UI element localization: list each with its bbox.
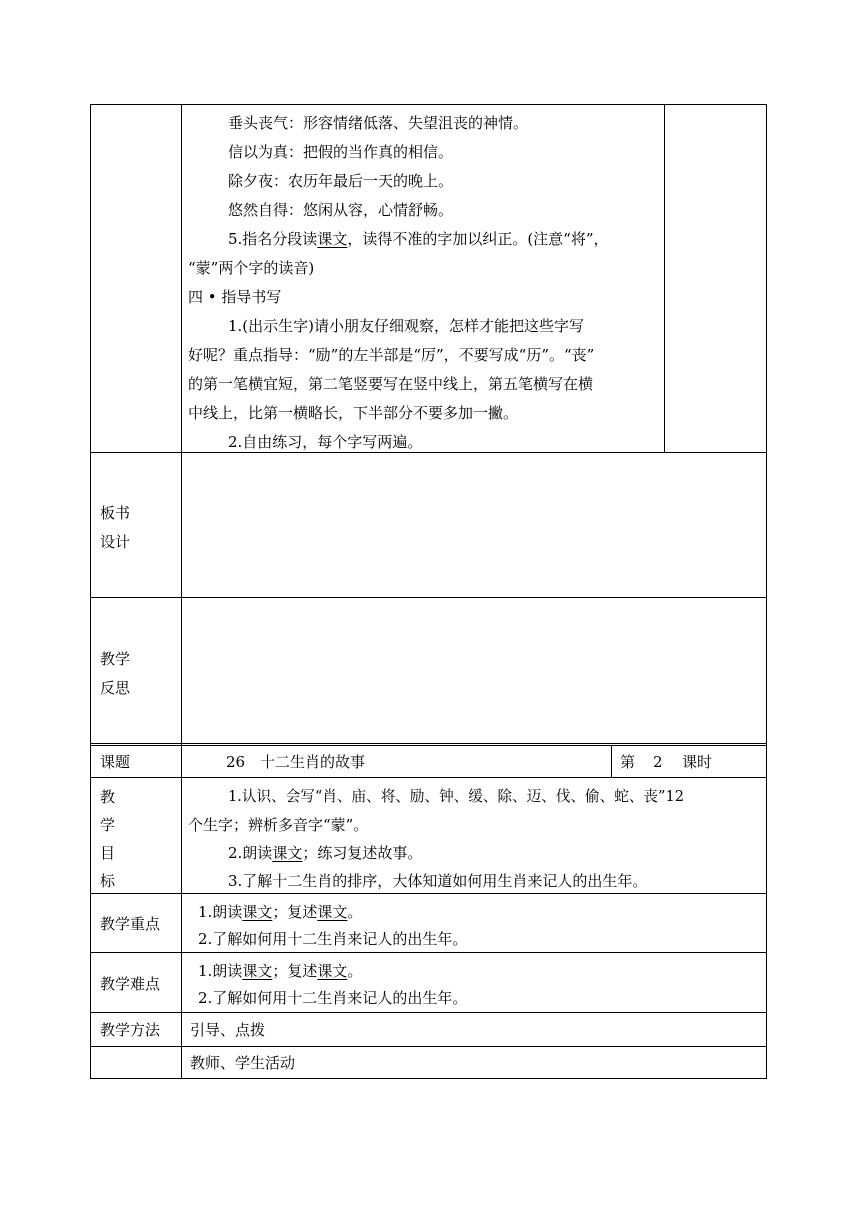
difficulties-label: 教学难点 <box>100 975 161 993</box>
table-border-left <box>90 104 91 746</box>
row-divider <box>90 777 767 778</box>
underlined-text: 课文 <box>317 903 348 921</box>
writing-guide-line: 的第一笔横宜短，第二笔竖要写在竖中线上，第五笔横写在横 <box>188 375 594 393</box>
underlined-text: 课文 <box>317 962 348 980</box>
vocab-line: 垂头丧气：形容情绪低落、失望沮丧的神情。 <box>228 114 529 132</box>
text-run: 1.朗读 <box>198 903 243 921</box>
practice-line: 2.自由练习，每个字写两遍。 <box>228 433 423 451</box>
item-5-line-1 <box>228 229 609 249</box>
reflection-label: 反思 <box>100 679 131 697</box>
text-run: ；复述 <box>272 962 318 980</box>
board-design-label: 板书 <box>100 504 131 522</box>
lesson-number: 26 <box>226 753 246 771</box>
method-value: 引导、点拨 <box>190 1021 266 1039</box>
row-divider <box>90 1046 767 1047</box>
underlined-text: 课文 <box>242 962 273 980</box>
key-point-1 <box>198 902 362 922</box>
period-number: 2 <box>653 753 663 771</box>
text-run: 5.指名分段读 <box>228 230 318 248</box>
item-5-line-2: “蒙”两个字的读音) <box>188 259 315 277</box>
goals-label-char: 标 <box>100 872 116 890</box>
goals-label-char: 学 <box>100 816 116 834</box>
period-prefix: 第 <box>620 753 636 771</box>
table-border-left <box>90 745 91 1079</box>
column-divider <box>181 104 182 746</box>
row-divider <box>90 893 767 894</box>
text-run: 2.朗读 <box>228 844 273 862</box>
column-divider <box>664 104 665 452</box>
row-divider <box>90 1012 767 1013</box>
activity-header: 教师、学生活动 <box>190 1054 296 1072</box>
key-point-2: 2.了解如何用十二生肖来记人的出生年。 <box>198 930 468 948</box>
difficulty-1 <box>198 961 362 981</box>
column-divider <box>181 745 182 1079</box>
table-border-bottom <box>90 1078 767 1079</box>
writing-guide-line: 中线上，比第一横略长，下半部分不要多加一撇。 <box>188 404 519 422</box>
lesson-title: 十二生肖的故事 <box>260 753 366 771</box>
vocab-line: 除夕夜：农历年最后一天的晚上。 <box>228 172 454 190</box>
goal-3: 3.了解十二生肖的排序，大体知道如何用生肖来记人的出生年。 <box>228 872 648 890</box>
column-divider <box>611 745 612 778</box>
text-run: 。 <box>347 962 363 980</box>
table-border-right <box>766 104 767 746</box>
goals-label-char: 教 <box>100 788 116 806</box>
method-label: 教学方法 <box>100 1021 161 1039</box>
text-run: 1.朗读 <box>198 962 243 980</box>
text-run: 。 <box>347 903 363 921</box>
row-divider <box>90 452 767 453</box>
row-divider <box>90 952 767 953</box>
row-divider <box>90 745 767 746</box>
goal-2 <box>228 843 422 863</box>
reflection-label: 教学 <box>100 650 131 668</box>
underlined-text: 课文 <box>317 230 348 248</box>
text-run: ；练习复述故事。 <box>302 844 423 862</box>
goal-1-line-2: 个生字；辨析多音字“蒙”。 <box>188 816 369 834</box>
table-border-top <box>90 104 767 105</box>
goals-label-char: 目 <box>100 844 116 862</box>
row-divider <box>90 597 767 598</box>
text-run: ；复述 <box>272 903 318 921</box>
writing-guide-line: 好呢？重点指导：“励”的左半部是“厉”，不要写成“历”。“丧” <box>188 346 595 364</box>
row-divider <box>90 743 767 744</box>
period-suffix: 课时 <box>682 753 713 771</box>
text-run: ，读得不准的字加以纠正。(注意“将”， <box>347 230 609 248</box>
vocab-line: 悠然自得：悠闲从容，心情舒畅。 <box>228 201 454 219</box>
goal-1-line-1: 1.认识、会写“肖、庙、将、励、钟、缓、除、迈、伐、偷、蛇、丧”12 <box>228 788 685 805</box>
table-border-right <box>766 745 767 1079</box>
difficulty-2: 2.了解如何用十二生肖来记人的出生年。 <box>198 989 468 1007</box>
section-heading: 四 • 指导书写 <box>188 288 282 306</box>
board-design-label: 设计 <box>100 533 131 551</box>
underlined-text: 课文 <box>242 903 273 921</box>
vocab-line: 信以为真：把假的当作真的相信。 <box>228 143 454 161</box>
underlined-text: 课文 <box>272 844 303 862</box>
topic-label: 课题 <box>100 753 131 771</box>
writing-guide-line: 1.(出示生字)请小朋友仔细观察，怎样才能把这些字写 <box>228 317 585 335</box>
key-points-label: 教学重点 <box>100 915 161 933</box>
